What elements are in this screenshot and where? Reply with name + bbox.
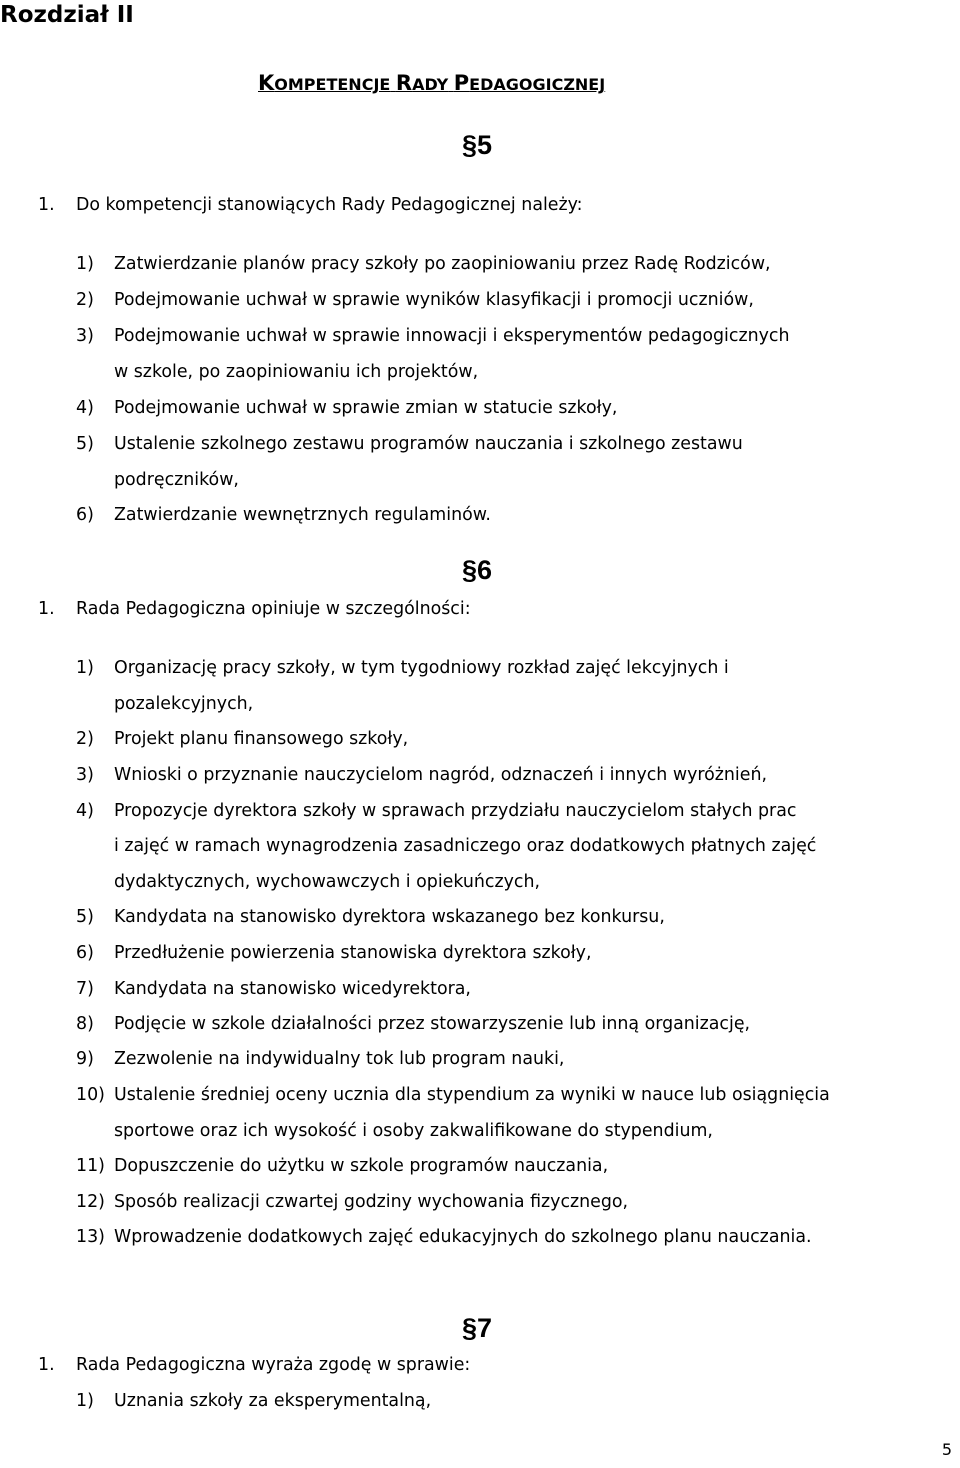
list-item-continuation: i zajęć w ramach wynagrodzenia zasadniczego oraz dodatkowych płatnych zajęć xyxy=(114,836,817,856)
list-item-text: Projekt planu finansowego szkoły, xyxy=(114,729,409,749)
list-item-number: 1) xyxy=(76,1391,94,1411)
list-item-number: 5) xyxy=(76,434,94,454)
list-item-text: Organizację pracy szkoły, w tym tygodniowy rozkład zajęć lekcyjnych i xyxy=(114,658,729,678)
list-item-text: Propozycje dyrektora szkoły w sprawach przydziału nauczycielom stałych prac xyxy=(114,801,797,821)
list-item-number: 7) xyxy=(76,979,94,999)
list-item-continuation: pozalekcyjnych, xyxy=(114,694,254,714)
list-item-text: Sposób realizacji czwartej godziny wychowania fizycznego, xyxy=(114,1192,629,1212)
list-item-text: Zatwierdzanie wewnętrznych regulaminów. xyxy=(114,505,491,525)
list-item-text: Podjęcie w szkole działalności przez stowarzyszenie lub inną organizację, xyxy=(114,1014,751,1034)
intro-number: 1. xyxy=(38,195,55,215)
list-item-number: 8) xyxy=(76,1014,94,1034)
paragraph-mark-6: §6 xyxy=(462,555,493,585)
page-number: 5 xyxy=(941,1440,952,1459)
list-item-number: 1) xyxy=(76,254,94,274)
list-item-number: 13) xyxy=(76,1227,105,1247)
intro-number: 1. xyxy=(38,599,55,619)
list-item-continuation: dydaktycznych, wychowawczych i opiekuńczych, xyxy=(114,872,541,892)
list-item-text: Ustalenie szkolnego zestawu programów nauczania i szkolnego zestawu xyxy=(114,434,743,454)
list-item-text: Podejmowanie uchwał w sprawie innowacji i eksperymentów pedagogicznych xyxy=(114,326,790,346)
list-item-text: Kandydata na stanowisko wicedyrektora, xyxy=(114,979,471,999)
list-item-number: 11) xyxy=(76,1156,105,1176)
list-item-continuation: sportowe oraz ich wysokość i osoby zakwalifikowane do stypendium, xyxy=(114,1121,713,1141)
list-item-number: 2) xyxy=(76,729,94,749)
list-item-text: Kandydata na stanowisko dyrektora wskazanego bez konkursu, xyxy=(114,907,665,927)
paragraph-mark-7: §7 xyxy=(462,1313,493,1343)
list-item-text: Uznania szkoły za eksperymentalną, xyxy=(114,1391,432,1411)
list-item-number: 12) xyxy=(76,1192,105,1212)
list-item-text: Podejmowanie uchwał w sprawie zmian w statucie szkoły, xyxy=(114,398,618,418)
list-item-continuation: podręczników, xyxy=(114,470,239,490)
list-item-number: 2) xyxy=(76,290,94,310)
list-item-number: 3) xyxy=(76,765,94,785)
list-item-number: 4) xyxy=(76,398,94,418)
list-item-text: Wprowadzenie dodatkowych zajęć edukacyjnych do szkolnego planu nauczania. xyxy=(114,1227,812,1247)
intro-text: Do kompetencji stanowiących Rady Pedagogicznej należy: xyxy=(76,195,583,215)
list-item-number: 6) xyxy=(76,943,94,963)
list-item-number: 4) xyxy=(76,801,94,821)
intro-number: 1. xyxy=(38,1355,55,1375)
list-item-number: 1) xyxy=(76,658,94,678)
paragraph-mark-5: §5 xyxy=(462,130,493,160)
list-item-text: Podejmowanie uchwał w sprawie wyników klasyfikacji i promocji uczniów, xyxy=(114,290,754,310)
list-item-text: Zezwolenie na indywidualny tok lub program nauki, xyxy=(114,1049,565,1069)
list-item-number: 3) xyxy=(76,326,94,346)
list-item-text: Zatwierdzanie planów pracy szkoły po zaopiniowaniu przez Radę Rodziców, xyxy=(114,254,771,274)
chapter-heading: Rozdział II xyxy=(0,2,134,28)
list-item-text: Wnioski o przyznanie nauczycielom nagród, odznaczeń i innych wyróżnień, xyxy=(114,765,767,785)
intro-text: Rada Pedagogiczna wyraża zgodę w sprawie: xyxy=(76,1355,471,1375)
list-item-text: Ustalenie średniej oceny ucznia dla stypendium za wyniki w nauce lub osiągnięcia xyxy=(114,1085,830,1105)
intro-text: Rada Pedagogiczna opiniuje w szczególności: xyxy=(76,599,471,619)
list-item-text: Dopuszczenie do użytku w szkole programów nauczania, xyxy=(114,1156,609,1176)
list-item-continuation: w szkole, po zaopiniowaniu ich projektów, xyxy=(114,362,479,382)
list-item-number: 9) xyxy=(76,1049,94,1069)
list-item-text: Przedłużenie powierzenia stanowiska dyrektora szkoły, xyxy=(114,943,592,963)
list-item-number: 6) xyxy=(76,505,94,525)
list-item-number: 5) xyxy=(76,907,94,927)
list-item-number: 10) xyxy=(76,1085,105,1105)
section-title: KOMPETENCJE RADY PEDAGOGICZNEJ xyxy=(258,71,606,95)
